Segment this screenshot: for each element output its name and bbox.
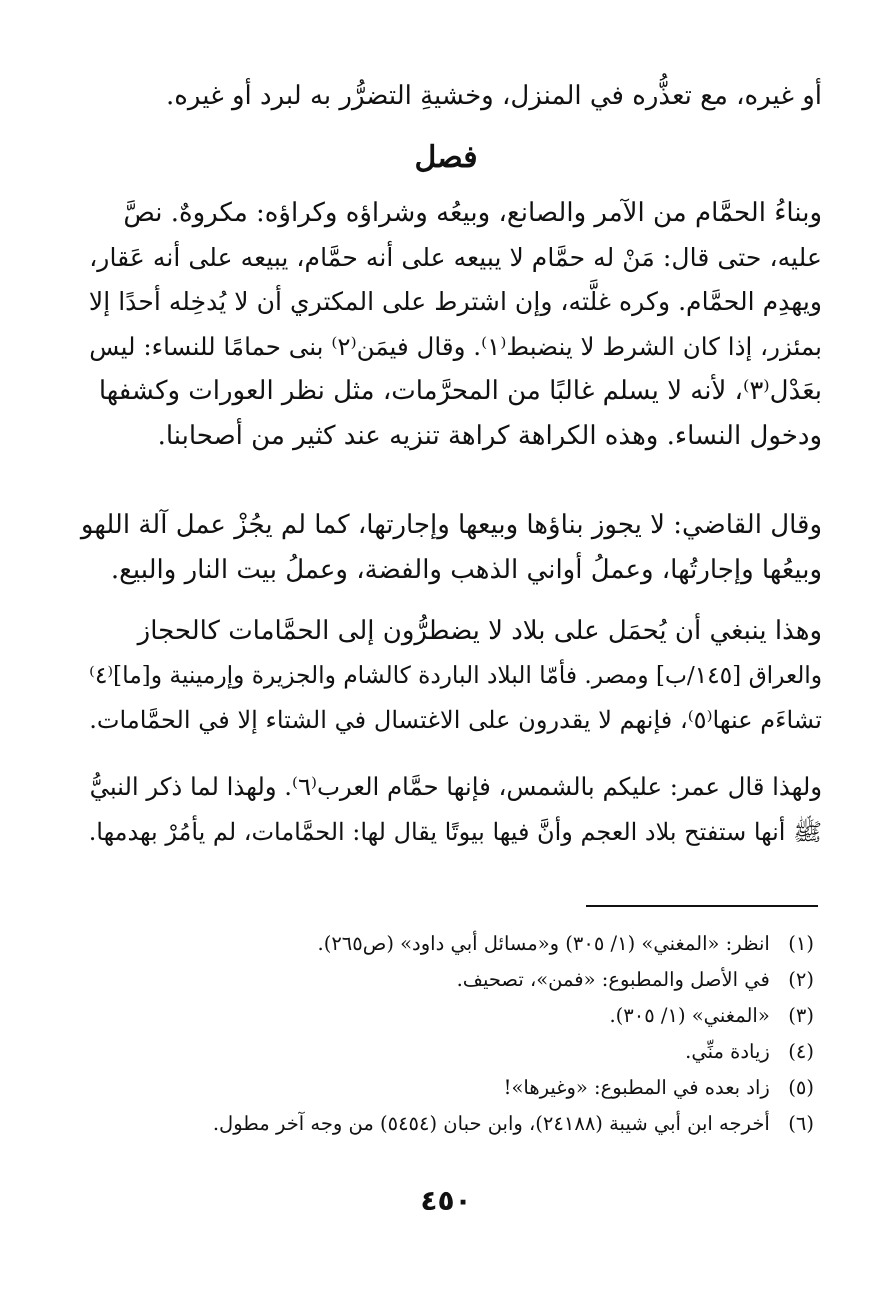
text-line: عليه، حتى قال: مَنْ له حمَّام لا يبيعه على أنه حمَّام، يبيعه على أنه عَقار، — [89, 242, 822, 272]
footnote-text: انظر: «المغني» (١/ ٣٠٥) و«مسائل أبي داود» (ص٢٦٥). — [317, 932, 770, 955]
page-number: ٤٥٠ — [420, 1184, 472, 1217]
text-line: وبيعُها وإجارتُها، وعملُ أواني الذهب والفضة، وعملُ بيت النار والبيع. — [110, 554, 822, 585]
footnote-number: (٢) — [788, 968, 814, 991]
paragraph-4 — [74, 765, 822, 854]
footnote-item — [84, 998, 814, 1034]
footnote-item — [84, 926, 814, 962]
text-line: وقال القاضي: لا يجوز بناؤها وبيعها وإجارتها، كما لم يجُزْ عمل آلة اللهو — [80, 510, 822, 540]
text-line: وبناءُ الحمَّام من الآمر والصانع، وبيعُه وشراؤه وكراؤه: مكروهٌ. نصَّ — [123, 198, 822, 228]
footnote-item — [84, 1070, 814, 1106]
footnote-number: (١) — [788, 932, 814, 955]
text-line: ﷺ أنها ستفتح بلاد العجم وأنَّ فيها بيوتًا يقال لها: الحمَّامات، لم يأمُرْ بهدمها. — [88, 817, 822, 846]
text-line: بعَدْل⁽٣⁾، لأنه لا يسلم غالبًا من المحرَّمات، مثل نظر العورات وكشفها — [98, 376, 822, 406]
footnotes-list — [84, 926, 814, 1142]
text-line: ويهدِم الحمَّام. وكره غلَّته، وإن اشترط على المكتري أن لا يُدخِله أحدًا إلا — [88, 287, 822, 316]
footnote-text: «المغني» (١/ ٣٠٥). — [609, 1004, 770, 1027]
text-line: والعراق [١٤٥/ب] ومصر. فأمّا البلاد الباردة كالشام والجزيرة وإرمينية و[ما]⁽٤⁾ — [89, 661, 822, 689]
text-line: أو غيره، مع تعذُّره في المنزل، وخشيةِ التضرُّر به لبرد أو غيره. — [166, 81, 822, 111]
text-line: تشاءَم عنها⁽٥⁾، فإنهم لا يقدرون على الاغتسال في الشتاء إلا في الحمَّامات. — [89, 706, 822, 734]
footnote-number: (٤) — [788, 1040, 814, 1063]
paragraph-2 — [74, 503, 822, 592]
footnote-divider — [586, 905, 818, 907]
text-line: ودخول النساء. وهذه الكراهة كراهة تنزيه عند كثير من أصحابنا. — [157, 420, 822, 451]
section-heading: فصل — [414, 140, 478, 175]
footnote-number: (٦) — [788, 1112, 814, 1135]
footnote-text: زاد بعده في المطبوع: «وغيرها»! — [503, 1076, 770, 1099]
footnote-text: زيادة منِّي. — [685, 1040, 770, 1063]
footnote-item — [84, 1034, 814, 1070]
footnote-item — [84, 1106, 814, 1142]
footnote-text: أخرجه ابن أبي شيبة (٢٤١٨٨)، وابن حبان (٥٤٥٤) من وجه آخر مطول. — [212, 1112, 770, 1135]
footnote-number: (٥) — [788, 1076, 814, 1099]
text-line: ولهذا قال عمر: عليكم بالشمس، فإنها حمَّام العرب⁽٦⁾. ولهذا لما ذكر النبيُّ — [89, 772, 822, 801]
text-line: وهذا ينبغي أن يُحمَل على بلاد لا يضطرُّون إلى الحمَّامات كالحجاز — [137, 616, 822, 646]
paragraph-3 — [74, 609, 822, 743]
footnote-item — [84, 962, 814, 998]
footnote-text: في الأصل والمطبوع: «فمن»، تصحيف. — [456, 968, 770, 991]
paragraph-1 — [74, 191, 822, 458]
text-line: بمئزر، إذا كان الشرط لا ينضبط⁽١⁾. وقال فيمَن⁽٢⁾ بنى حمامًا للنساء: ليس — [89, 331, 822, 361]
footnote-number: (٣) — [788, 1004, 814, 1027]
carryover-paragraph — [74, 74, 822, 119]
